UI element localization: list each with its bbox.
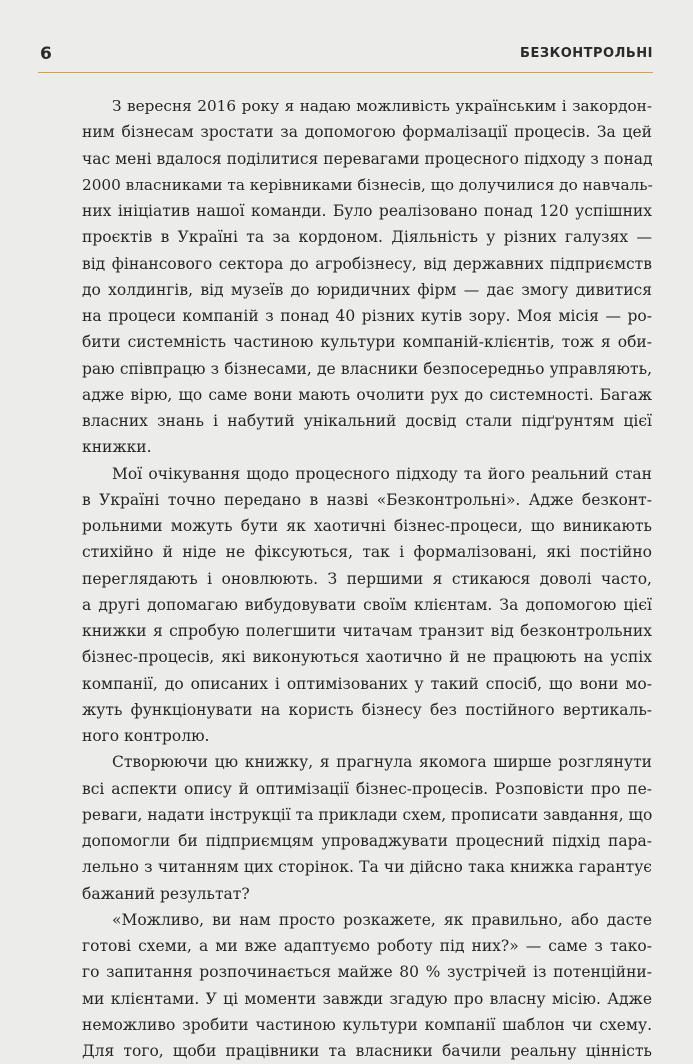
text-line: бити системність частиною культури компаній-клієнтів, тож я оби- xyxy=(82,333,652,352)
text-line: від фінансового сектора до агробізнесу, від державних підприємств xyxy=(82,254,652,273)
page-number: 6 xyxy=(40,44,52,64)
text-line: З вересня 2016 року я надаю можливість українським і закордон- xyxy=(112,97,652,115)
text-line: власних знань і набутий унікальний досвід стали підґрунтям цієї xyxy=(82,412,652,430)
text-line: бажаний результат? xyxy=(82,884,250,903)
text-line: час мені вдалося поділитися перевагами процесного підходу з понад xyxy=(82,149,653,168)
text-line: стихійно й ніде не фіксуються, так і формалізовані, які постійно xyxy=(82,543,652,562)
paragraph-3 xyxy=(82,749,652,907)
text-line: Мої очікування щодо процесного підходу та його реальний стан xyxy=(112,464,652,483)
text-line: го запитання розпочинається майже 80 % зустрічей із потенційни- xyxy=(82,963,652,982)
text-line: а другі допомагаю вибудовувати своїм клієнтам. За допомогою цієї xyxy=(82,595,652,614)
page-header xyxy=(38,40,653,73)
text-line: на процеси компаній з понад 40 різних кутів зору. Моя місія — ро- xyxy=(82,307,652,325)
text-line: до холдингів, від музеїв до юридичних фірм — дає змогу дивитися xyxy=(82,280,652,299)
text-line: книжки я спробую полегшити читачам транзит від безконтрольних xyxy=(82,622,652,640)
paragraph-4 xyxy=(82,907,652,1064)
text-line: раю співпрацю з бізнесами, де власники безпосередньо управляють, xyxy=(82,359,652,378)
text-line: «Можливо, ви нам просто розкажете, як правильно, або дасте xyxy=(112,910,652,929)
text-line: компанії, до описаних і оптимізованих у такий спосіб, що вони мо- xyxy=(82,674,652,693)
body-text xyxy=(82,93,652,1064)
text-line: жуть функціонувати на користь бізнесу без постійного вертикаль- xyxy=(82,700,652,719)
text-line: них ініціатив нашої команди. Було реалізовано понад 120 успішних xyxy=(82,202,652,220)
text-line: бізнес-процесів, які виконуються хаотично й не працюють на успіх xyxy=(82,648,652,667)
text-line: рольними можуть бути як хаотичні бізнес-процеси, що виникають xyxy=(82,517,652,535)
text-line: ного контролю. xyxy=(82,727,210,745)
text-line: 2000 власниками та керівниками бізнесів, що долучилися до навчаль- xyxy=(82,175,653,194)
text-line: неможливо зробити частиною культури компанії шаблон чи схему. xyxy=(82,1015,652,1034)
text-line: адже вірю, що саме вони мають очолити рух до системності. Багаж xyxy=(82,385,652,404)
paragraph-1 xyxy=(82,93,652,461)
text-line: готові схеми, а ми вже адаптуємо роботу під них?» — саме з тако- xyxy=(82,937,652,955)
text-line: реваги, надати інструкції та приклади схем, прописати завдання, що xyxy=(82,805,653,824)
running-title: БЕЗКОНТРОЛЬНІ xyxy=(520,46,653,61)
text-line: допомогли би підприємцям упроваджувати процесний підхід пара- xyxy=(82,832,652,850)
text-line: проєктів в Україні та за кордоном. Діяльність у різних галузях — xyxy=(82,228,652,247)
text-line: всі аспекти опису й оптимізації бізнес-процесів. Розповісти про пе- xyxy=(82,779,652,798)
paragraph-2 xyxy=(82,461,652,750)
text-line: в Україні точно передано в назві «Безконтрольні». Адже безконт- xyxy=(82,490,652,509)
text-line: переглядають і оновлюють. З першими я стикаюся доволі часто, xyxy=(82,569,652,588)
text-line: ним бізнесам зростати за допомогою формалізації процесів. За цей xyxy=(82,123,652,142)
text-line: Для того, щоби працівники та власники бачили реальну цінність xyxy=(82,1042,652,1060)
text-line: лельно з читанням цих сторінок. Та чи дійсно така книжка гарантує xyxy=(82,858,652,877)
text-line: Створюючи цю книжку, я прагнула якомога ширше розглянути xyxy=(112,753,652,772)
text-line: книжки. xyxy=(82,438,152,457)
text-line: ми клієнтами. У ці моменти завжди згадую про власну місію. Адже xyxy=(82,989,652,1008)
